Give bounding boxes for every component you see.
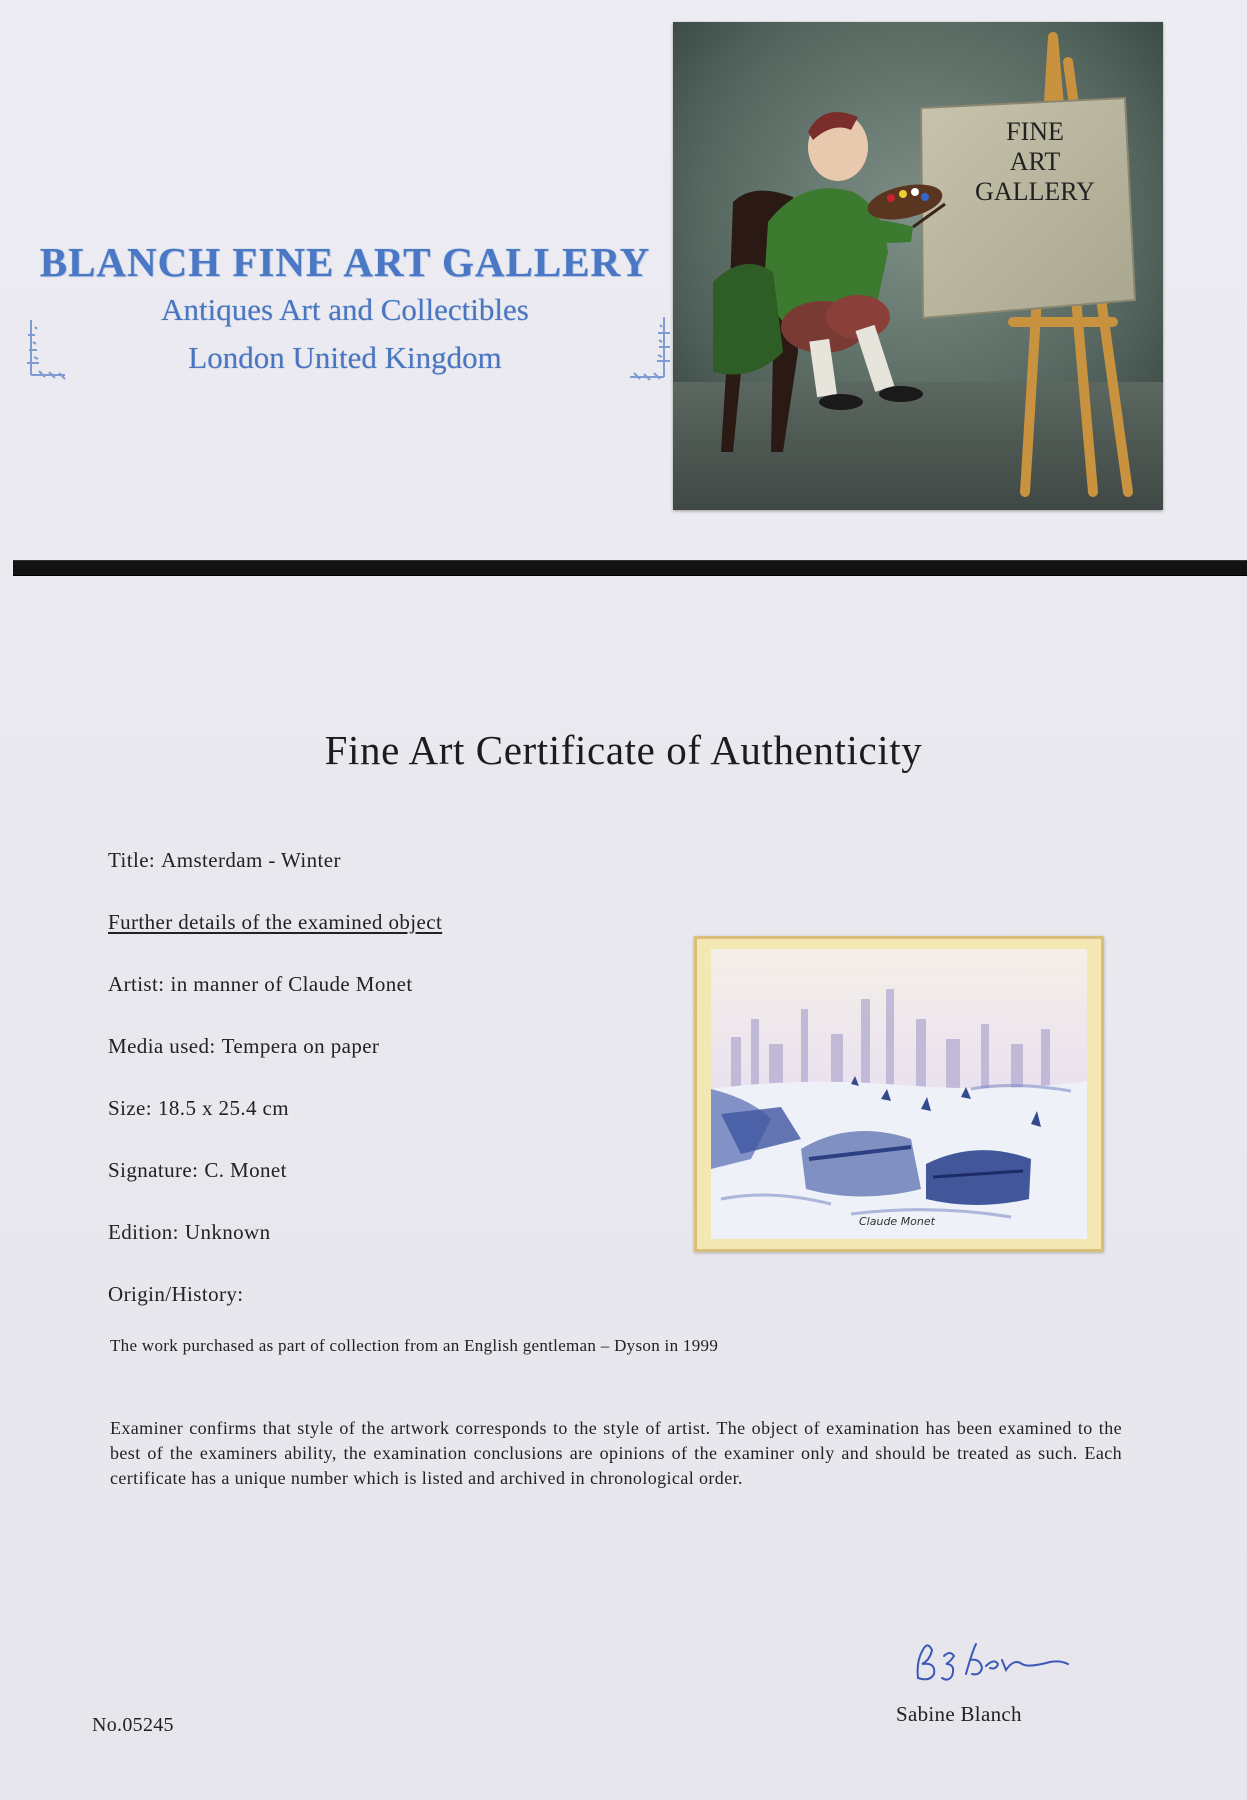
field-artist-value: in manner of Claude Monet (170, 972, 413, 996)
details-heading: Further details of the examined object (108, 910, 443, 934)
field-artist (108, 972, 413, 997)
field-media (108, 1034, 379, 1059)
field-edition-label: Edition: (108, 1220, 179, 1244)
certificate-heading: Fine Art Certificate of Authenticity (324, 727, 923, 773)
field-signature (108, 1158, 287, 1183)
field-edition (108, 1220, 271, 1245)
field-media-value: Tempera on paper (221, 1034, 380, 1058)
easel-text-line2: ART (1009, 147, 1061, 176)
gallery-name: BLANCH FINE ART GALLERY (39, 239, 651, 285)
field-size-label: Size: (108, 1096, 152, 1120)
gallery-tagline: Antiques Art and Collectibles (161, 292, 529, 327)
gallery-logo-painting (673, 22, 1163, 510)
gallery-location: London United Kingdom (188, 340, 502, 375)
field-title-label: Title: (108, 848, 156, 872)
field-size (108, 1096, 289, 1121)
field-size-value: 18.5 x 25.4 cm (158, 1096, 290, 1120)
certificate-number: No.05245 (92, 1714, 174, 1736)
field-signature-value: C. Monet (204, 1158, 287, 1182)
artwork-painted-signature: Claude Monet (859, 1215, 935, 1228)
field-origin-label: Origin/History: (108, 1282, 244, 1306)
gallery-stamp (20, 230, 670, 400)
examiner-statement: Examiner confirms that style of the artwork corresponds to the style of artist. The object of examination has been examined to the best of the examiners ability, the examination conclusions are opinions of the examiner only and should be treated as such. Each certificate has a unique number which is listed and archived in chronological order. (110, 1418, 1122, 1488)
signer-name: Sabine Blanch (896, 1702, 1022, 1726)
stamp-edge-right (626, 315, 672, 385)
easel-text-line1: FINE (1006, 117, 1064, 146)
field-artist-label: Artist: (108, 972, 165, 996)
field-title (108, 848, 341, 873)
handwritten-signature (910, 1630, 1080, 1690)
field-title-value: Amsterdam - Winter (161, 848, 341, 872)
origin-history-text: The work purchased as part of collection from an English gentleman – Dyson in 1999 (110, 1336, 719, 1355)
field-edition-value: Unknown (184, 1220, 271, 1244)
header-divider (13, 560, 1247, 576)
easel-text-line3: GALLERY (975, 177, 1095, 206)
field-media-label: Media used: (108, 1034, 216, 1058)
artwork-image (694, 936, 1104, 1252)
stamp-edge-left (25, 315, 71, 385)
field-signature-label: Signature: (108, 1158, 199, 1182)
